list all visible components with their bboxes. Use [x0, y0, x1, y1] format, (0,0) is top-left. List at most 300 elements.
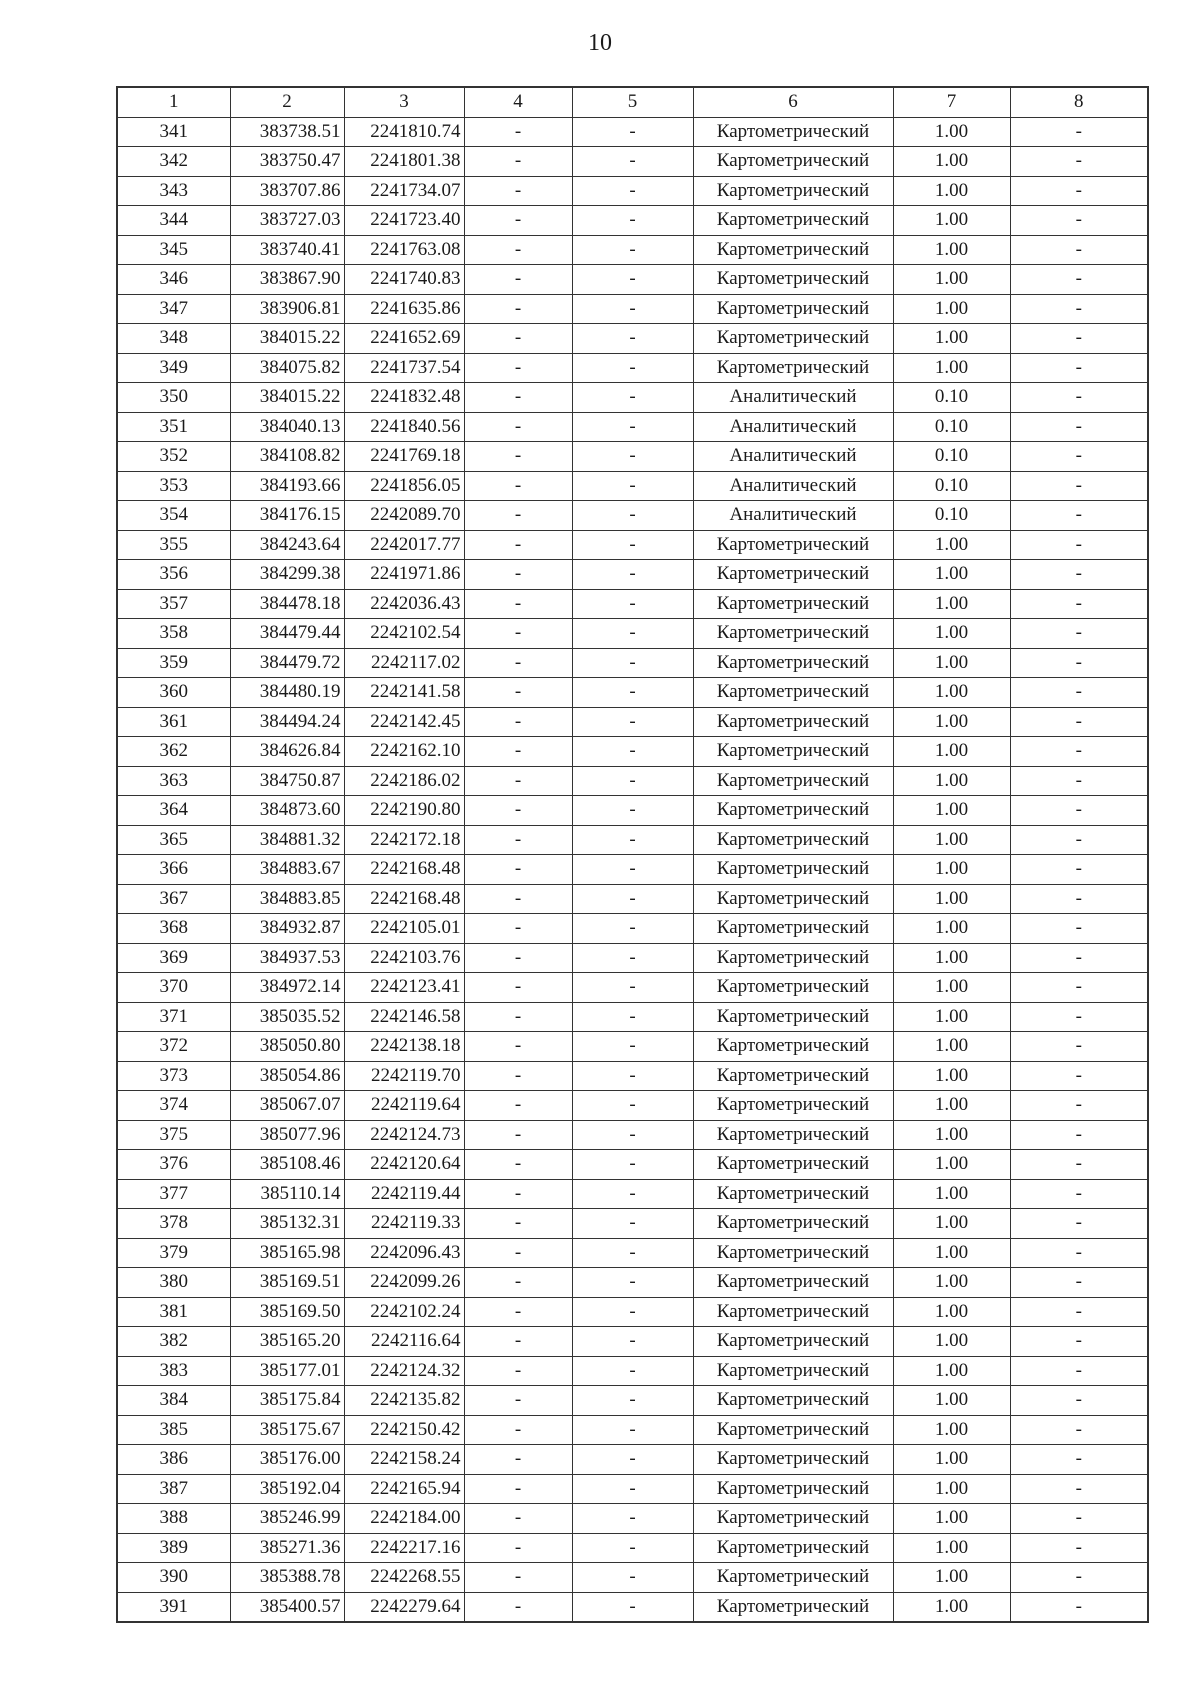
table-cell: - — [464, 1209, 572, 1239]
table-cell: 385177.01 — [230, 1356, 344, 1386]
table-cell: 2242172.18 — [344, 825, 464, 855]
table-cell: 345 — [117, 235, 230, 265]
table-cell: 2241810.74 — [344, 117, 464, 147]
table-cell: 384479.72 — [230, 648, 344, 678]
table-cell: - — [464, 1386, 572, 1416]
table-cell: Картометрический — [693, 1474, 893, 1504]
table-cell: - — [464, 147, 572, 177]
table-cell: Картометрический — [693, 1504, 893, 1534]
table-cell: - — [1010, 1563, 1148, 1593]
table-cell: 383738.51 — [230, 117, 344, 147]
table-row — [117, 294, 1148, 324]
table-cell: 1.00 — [893, 1504, 1010, 1534]
column-header: 7 — [893, 87, 1010, 117]
table-cell: Картометрический — [693, 1563, 893, 1593]
table-cell: - — [1010, 648, 1148, 678]
table-cell: - — [572, 383, 693, 413]
table-cell: 2242279.64 — [344, 1592, 464, 1622]
table-cell: Картометрический — [693, 1179, 893, 1209]
table-cell: - — [464, 1150, 572, 1180]
table-row — [117, 1120, 1148, 1150]
table-cell: - — [1010, 1474, 1148, 1504]
table-cell: - — [1010, 501, 1148, 531]
table-cell: - — [1010, 796, 1148, 826]
table-row — [117, 442, 1148, 472]
table-cell: 2242116.64 — [344, 1327, 464, 1357]
table-cell: 2242119.44 — [344, 1179, 464, 1209]
table-cell: 382 — [117, 1327, 230, 1357]
table-body — [117, 117, 1148, 1622]
table-cell: 350 — [117, 383, 230, 413]
table-cell: 2241971.86 — [344, 560, 464, 590]
table-cell: 2242096.43 — [344, 1238, 464, 1268]
table-cell: Картометрический — [693, 176, 893, 206]
table-cell: - — [464, 855, 572, 885]
table-cell: Картометрический — [693, 678, 893, 708]
table-cell: - — [1010, 530, 1148, 560]
table-cell: 384480.19 — [230, 678, 344, 708]
table-cell: 365 — [117, 825, 230, 855]
table-cell: - — [572, 825, 693, 855]
table-cell: 358 — [117, 619, 230, 649]
page-number: 10 — [588, 30, 612, 56]
table-cell: - — [572, 855, 693, 885]
table-row — [117, 353, 1148, 383]
table-cell: 1.00 — [893, 294, 1010, 324]
table-cell: - — [572, 1297, 693, 1327]
table-cell: - — [464, 1032, 572, 1062]
table-cell: 342 — [117, 147, 230, 177]
table-cell: - — [1010, 265, 1148, 295]
table-cell: 380 — [117, 1268, 230, 1298]
table-cell: - — [464, 796, 572, 826]
table-cell: 351 — [117, 412, 230, 442]
table-cell: - — [1010, 766, 1148, 796]
table-cell: 384075.82 — [230, 353, 344, 383]
table-cell: - — [572, 176, 693, 206]
table-cell: 383707.86 — [230, 176, 344, 206]
table-cell: - — [572, 1327, 693, 1357]
table-cell: 2242184.00 — [344, 1504, 464, 1534]
table-cell: - — [1010, 1002, 1148, 1032]
table-cell: 381 — [117, 1297, 230, 1327]
table-row — [117, 471, 1148, 501]
table-cell: 343 — [117, 176, 230, 206]
table-cell: - — [1010, 1179, 1148, 1209]
table-cell: 1.00 — [893, 1297, 1010, 1327]
table-cell: 1.00 — [893, 678, 1010, 708]
table-cell: 1.00 — [893, 1209, 1010, 1239]
table-cell: 1.00 — [893, 796, 1010, 826]
table-cell: - — [1010, 1356, 1148, 1386]
table-cell: 2241652.69 — [344, 324, 464, 354]
table-cell: 363 — [117, 766, 230, 796]
table-cell: Картометрический — [693, 1445, 893, 1475]
table-cell: 2241856.05 — [344, 471, 464, 501]
table-cell: 2242135.82 — [344, 1386, 464, 1416]
table-cell: - — [1010, 1238, 1148, 1268]
table-cell: - — [1010, 1445, 1148, 1475]
table-cell: 385035.52 — [230, 1002, 344, 1032]
table-cell: 1.00 — [893, 1238, 1010, 1268]
table-cell: - — [572, 530, 693, 560]
table-cell: - — [464, 825, 572, 855]
table-cell: 378 — [117, 1209, 230, 1239]
table-cell: - — [464, 1592, 572, 1622]
table-cell: 391 — [117, 1592, 230, 1622]
table-cell: 384937.53 — [230, 943, 344, 973]
table-cell: 1.00 — [893, 265, 1010, 295]
table-cell: - — [1010, 678, 1148, 708]
table-cell: 385175.84 — [230, 1386, 344, 1416]
table-cell: Картометрический — [693, 147, 893, 177]
table-cell: 2242036.43 — [344, 589, 464, 619]
table-cell: - — [572, 206, 693, 236]
table-cell: - — [572, 117, 693, 147]
table-cell: 385271.36 — [230, 1533, 344, 1563]
table-cell: 383740.41 — [230, 235, 344, 265]
table-cell: Картометрический — [693, 1209, 893, 1239]
table-cell: - — [1010, 1533, 1148, 1563]
table-row — [117, 1563, 1148, 1593]
table-cell: 2242124.32 — [344, 1356, 464, 1386]
table-cell: 2242123.41 — [344, 973, 464, 1003]
table-cell: 385132.31 — [230, 1209, 344, 1239]
table-cell: 384299.38 — [230, 560, 344, 590]
table-cell: - — [464, 1238, 572, 1268]
table-cell: - — [1010, 206, 1148, 236]
table-cell: 2242102.54 — [344, 619, 464, 649]
table-cell: 2241723.40 — [344, 206, 464, 236]
table-cell: 2242089.70 — [344, 501, 464, 531]
table-cell: 1.00 — [893, 324, 1010, 354]
table-cell: 1.00 — [893, 1563, 1010, 1593]
table-cell: Картометрический — [693, 884, 893, 914]
table-cell: 2242124.73 — [344, 1120, 464, 1150]
table-cell: 384 — [117, 1386, 230, 1416]
table-cell: 1.00 — [893, 530, 1010, 560]
table-row — [117, 324, 1148, 354]
table-cell: 1.00 — [893, 1327, 1010, 1357]
table-cell: 385165.20 — [230, 1327, 344, 1357]
table-cell: - — [464, 176, 572, 206]
table-cell: - — [1010, 1268, 1148, 1298]
table-cell: 384881.32 — [230, 825, 344, 855]
table-row — [117, 265, 1148, 295]
table-cell: - — [464, 501, 572, 531]
table-cell: Картометрический — [693, 619, 893, 649]
table-cell: - — [572, 1120, 693, 1150]
table-cell: - — [1010, 560, 1148, 590]
table-cell: 386 — [117, 1445, 230, 1475]
table-cell: 1.00 — [893, 1268, 1010, 1298]
table-cell: Картометрический — [693, 1032, 893, 1062]
table-cell: - — [572, 648, 693, 678]
table-row — [117, 1061, 1148, 1091]
table-cell: 384176.15 — [230, 501, 344, 531]
table-row — [117, 206, 1148, 236]
table-cell: 2242168.48 — [344, 855, 464, 885]
table-cell: 341 — [117, 117, 230, 147]
table-cell: - — [1010, 1209, 1148, 1239]
table-cell: Картометрический — [693, 1150, 893, 1180]
table-cell: 2242119.33 — [344, 1209, 464, 1239]
table-cell: 2242103.76 — [344, 943, 464, 973]
table-cell: 0.10 — [893, 471, 1010, 501]
table-cell: 1.00 — [893, 117, 1010, 147]
table-cell: 384040.13 — [230, 412, 344, 442]
table-cell: - — [464, 1179, 572, 1209]
table-cell: 385175.67 — [230, 1415, 344, 1445]
table-cell: 1.00 — [893, 560, 1010, 590]
table-cell: - — [572, 1209, 693, 1239]
table-cell: - — [464, 324, 572, 354]
table-cell: 384883.85 — [230, 884, 344, 914]
table-cell: 1.00 — [893, 235, 1010, 265]
table-cell: 384750.87 — [230, 766, 344, 796]
table-cell: 387 — [117, 1474, 230, 1504]
table-row — [117, 796, 1148, 826]
table-cell: Картометрический — [693, 1415, 893, 1445]
table-cell: 385054.86 — [230, 1061, 344, 1091]
table-cell: Картометрический — [693, 796, 893, 826]
table-cell: Картометрический — [693, 530, 893, 560]
table-cell: 385192.04 — [230, 1474, 344, 1504]
table-row — [117, 1032, 1148, 1062]
table-cell: 1.00 — [893, 1415, 1010, 1445]
table-cell: 2242168.48 — [344, 884, 464, 914]
table-cell: 2241832.48 — [344, 383, 464, 413]
table-row — [117, 383, 1148, 413]
table-cell: - — [572, 884, 693, 914]
table-cell: 359 — [117, 648, 230, 678]
table-cell: 360 — [117, 678, 230, 708]
table-cell: 372 — [117, 1032, 230, 1062]
table-cell: 2242117.02 — [344, 648, 464, 678]
table-cell: - — [464, 412, 572, 442]
table-cell: Картометрический — [693, 1061, 893, 1091]
table-cell: 385067.07 — [230, 1091, 344, 1121]
table-cell: 0.10 — [893, 442, 1010, 472]
table-cell: - — [464, 1061, 572, 1091]
table-cell: Картометрический — [693, 1002, 893, 1032]
table-cell: 1.00 — [893, 1592, 1010, 1622]
table-cell: 1.00 — [893, 766, 1010, 796]
table-cell: 2241734.07 — [344, 176, 464, 206]
table-cell: - — [1010, 176, 1148, 206]
table-cell: Картометрический — [693, 825, 893, 855]
table-row — [117, 530, 1148, 560]
table-row — [117, 825, 1148, 855]
table-cell: 366 — [117, 855, 230, 885]
table-row — [117, 1209, 1148, 1239]
table-cell: - — [1010, 324, 1148, 354]
table-cell: - — [572, 1592, 693, 1622]
table-cell: 384243.64 — [230, 530, 344, 560]
table-cell: 2242102.24 — [344, 1297, 464, 1327]
table-cell: Картометрический — [693, 1327, 893, 1357]
table-cell: 385165.98 — [230, 1238, 344, 1268]
table-cell: 383906.81 — [230, 294, 344, 324]
table-cell: 2242141.58 — [344, 678, 464, 708]
table-cell: - — [572, 442, 693, 472]
table-cell: - — [572, 973, 693, 1003]
table-cell: - — [464, 117, 572, 147]
table-header-row — [117, 87, 1148, 117]
table-cell: - — [572, 471, 693, 501]
table-cell: 1.00 — [893, 914, 1010, 944]
table-cell: Картометрический — [693, 324, 893, 354]
table-cell: - — [464, 206, 572, 236]
table-cell: - — [464, 383, 572, 413]
table-cell: - — [572, 324, 693, 354]
table-cell: 2241763.08 — [344, 235, 464, 265]
table-cell: Картометрический — [693, 855, 893, 885]
table-row — [117, 973, 1148, 1003]
table-cell: 371 — [117, 1002, 230, 1032]
table-cell: 374 — [117, 1091, 230, 1121]
table-cell: - — [572, 796, 693, 826]
table-cell: 383750.47 — [230, 147, 344, 177]
table-cell: Картометрический — [693, 648, 893, 678]
table-cell: - — [464, 1415, 572, 1445]
table-cell: 384883.67 — [230, 855, 344, 885]
table-cell: 1.00 — [893, 1032, 1010, 1062]
table-cell: 1.00 — [893, 973, 1010, 1003]
table-cell: - — [572, 353, 693, 383]
table-cell: Картометрический — [693, 766, 893, 796]
table-cell: - — [1010, 1061, 1148, 1091]
table-row — [117, 855, 1148, 885]
table-row — [117, 1002, 1148, 1032]
table-cell: Картометрический — [693, 560, 893, 590]
table-cell: 364 — [117, 796, 230, 826]
table-cell: 370 — [117, 973, 230, 1003]
table-cell: 373 — [117, 1061, 230, 1091]
table-cell: - — [572, 294, 693, 324]
table-cell: 385050.80 — [230, 1032, 344, 1062]
table-cell: 1.00 — [893, 1474, 1010, 1504]
table-cell: 2242105.01 — [344, 914, 464, 944]
table-row — [117, 737, 1148, 767]
table-cell: - — [1010, 737, 1148, 767]
column-header: 6 — [693, 87, 893, 117]
table-cell: 346 — [117, 265, 230, 295]
table-cell: - — [1010, 1091, 1148, 1121]
table-row — [117, 678, 1148, 708]
table-cell: - — [1010, 943, 1148, 973]
table-cell: - — [1010, 353, 1148, 383]
table-cell: - — [1010, 1150, 1148, 1180]
table-cell: 2242146.58 — [344, 1002, 464, 1032]
table-cell: - — [1010, 1504, 1148, 1534]
table-cell: 2242017.77 — [344, 530, 464, 560]
table-cell: - — [572, 1179, 693, 1209]
table-cell: - — [464, 442, 572, 472]
table-cell: - — [464, 973, 572, 1003]
table-cell: - — [464, 884, 572, 914]
table-cell: Картометрический — [693, 1238, 893, 1268]
table-cell: 0.10 — [893, 501, 1010, 531]
table-cell: 385077.96 — [230, 1120, 344, 1150]
table-cell: 384015.22 — [230, 383, 344, 413]
coordinates-table — [116, 86, 1149, 1623]
table-cell: 1.00 — [893, 884, 1010, 914]
table-cell: 1.00 — [893, 1533, 1010, 1563]
table-cell: 2242120.64 — [344, 1150, 464, 1180]
table-cell: - — [1010, 442, 1148, 472]
table-cell: Картометрический — [693, 737, 893, 767]
table-row — [117, 1474, 1148, 1504]
table-cell: - — [1010, 825, 1148, 855]
table-cell: - — [572, 914, 693, 944]
table-row — [117, 766, 1148, 796]
table-cell: 1.00 — [893, 1150, 1010, 1180]
table-cell: - — [1010, 383, 1148, 413]
table-cell: 388 — [117, 1504, 230, 1534]
table-cell: 384873.60 — [230, 796, 344, 826]
table-cell: 377 — [117, 1179, 230, 1209]
table-cell: - — [464, 1297, 572, 1327]
table-cell: 384108.82 — [230, 442, 344, 472]
table-cell: 385400.57 — [230, 1592, 344, 1622]
table-cell: - — [572, 1061, 693, 1091]
table-cell: - — [1010, 884, 1148, 914]
table-row — [117, 117, 1148, 147]
table-cell: 379 — [117, 1238, 230, 1268]
table-cell: 376 — [117, 1150, 230, 1180]
table-cell: 2242158.24 — [344, 1445, 464, 1475]
table-cell: 361 — [117, 707, 230, 737]
table-cell: Аналитический — [693, 501, 893, 531]
table-cell: 0.10 — [893, 383, 1010, 413]
table-cell: - — [1010, 973, 1148, 1003]
table-cell: - — [572, 147, 693, 177]
table-cell: - — [572, 1563, 693, 1593]
table-cell: Картометрический — [693, 943, 893, 973]
table-cell: - — [464, 530, 572, 560]
table-cell: 384972.14 — [230, 973, 344, 1003]
table-cell: 352 — [117, 442, 230, 472]
table-cell: 2242119.64 — [344, 1091, 464, 1121]
table-cell: Картометрический — [693, 353, 893, 383]
table-cell: Аналитический — [693, 442, 893, 472]
table-cell: 2242217.16 — [344, 1533, 464, 1563]
table-cell: 383727.03 — [230, 206, 344, 236]
table-cell: - — [572, 235, 693, 265]
table-cell: - — [572, 943, 693, 973]
table-cell: Картометрический — [693, 589, 893, 619]
table-cell: 2242099.26 — [344, 1268, 464, 1298]
table-cell: - — [572, 707, 693, 737]
table-cell: - — [1010, 1592, 1148, 1622]
table-cell: 2241769.18 — [344, 442, 464, 472]
table-cell: - — [1010, 707, 1148, 737]
table-cell: - — [572, 1032, 693, 1062]
table-cell: 384494.24 — [230, 707, 344, 737]
table-cell: Картометрический — [693, 1120, 893, 1150]
table-cell: - — [572, 678, 693, 708]
table-cell: 1.00 — [893, 943, 1010, 973]
table-cell: - — [464, 1504, 572, 1534]
table-cell: - — [464, 707, 572, 737]
table-row — [117, 176, 1148, 206]
table-cell: 353 — [117, 471, 230, 501]
table-row — [117, 412, 1148, 442]
table-cell: - — [1010, 855, 1148, 885]
table-cell: 385 — [117, 1415, 230, 1445]
table-cell: - — [464, 943, 572, 973]
